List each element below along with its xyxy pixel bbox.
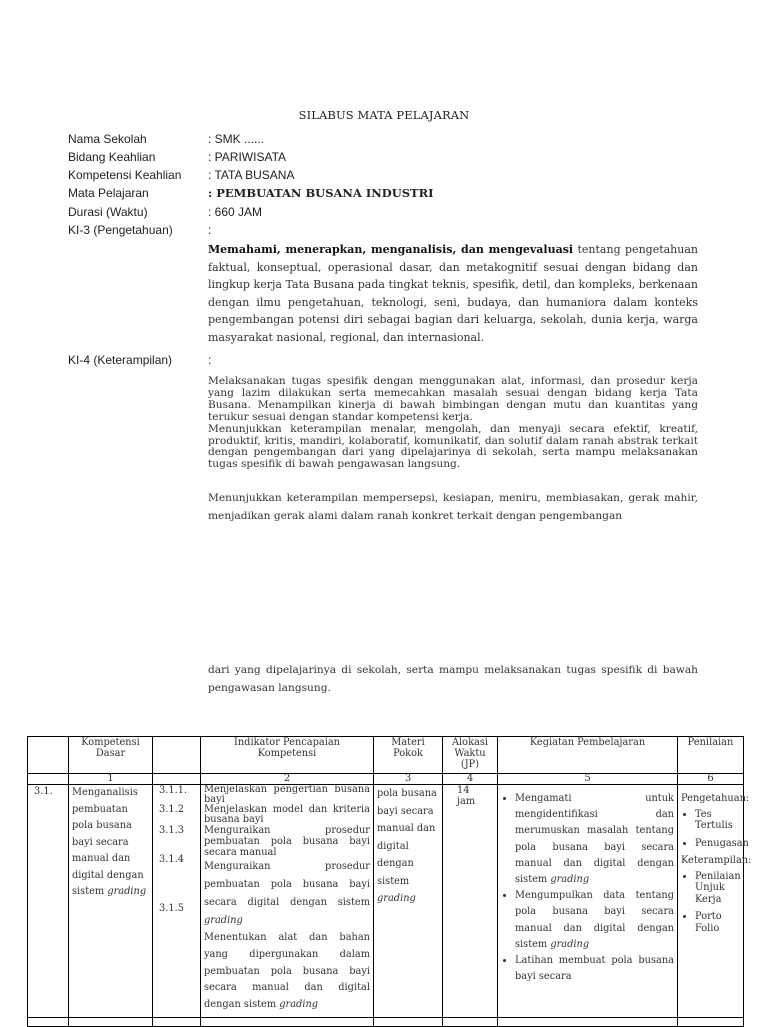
indicator-item bbox=[204, 858, 370, 930]
ki4-paragraph bbox=[208, 376, 698, 471]
header-kegiatan: Kegiatan Pembelajaran bbox=[498, 737, 678, 774]
ki3-bold-lead: Memahami, menerapkan, menganalisis, dan mengevaluasi bbox=[208, 243, 574, 256]
ki4-p1: Melaksanakan tugas spesifik dengan menggunakan alat, informasi, dan prosedur kerja yang lazim dilakukan serta memecahkan masalah sesuai dengan bidang kerja Tata Busana. Menampilkan kinerja di bawah bimbingan dengan mutu dan kuantitas yang terukur sesuai dengan standar kompetensi kerja. bbox=[208, 375, 698, 423]
syllabus-table bbox=[27, 736, 752, 1027]
number-cell: 5 bbox=[498, 774, 678, 785]
ki4-p2: Menunjukkan keterampilan menalar, mengolah, dan menyaji secara efektif, kreatif, produktif, kritis, mandiri, kolaboratif, komunikatif, dan solutif dalam ranah abstrak terkait dengan pengembangan dari yang dipelajarinya di sekolah, serta mampu melaksanakan tugas spesifik di bawah pengawasan langsung. bbox=[208, 422, 698, 471]
indicator-no: 3.1.5 bbox=[159, 903, 184, 914]
stub-cell bbox=[28, 1018, 69, 1027]
indicator-italic: grading bbox=[279, 999, 319, 1011]
indicator-text-cell bbox=[201, 785, 374, 1018]
kegiatan-text: Latihan membuat pola busana bayi secara bbox=[515, 955, 674, 983]
materi-cell bbox=[374, 785, 443, 1018]
header-kompetensi-dasar: Kompetensi Dasar bbox=[69, 737, 153, 774]
label-ki3: KI-3 (Pengetahuan) bbox=[68, 223, 173, 237]
stub-cell bbox=[443, 1018, 498, 1027]
value-mata-pelajaran: : PEMBUATAN BUSANA INDUSTRI bbox=[208, 186, 434, 200]
kegiatan-italic: grading bbox=[550, 874, 590, 886]
header-penilaian: Penilaian bbox=[678, 737, 744, 774]
header-indikator: Indikator Pencapaian Kompetensi bbox=[201, 737, 374, 774]
header-cell bbox=[28, 737, 69, 774]
list-item: • Tes Tertulis bbox=[695, 809, 740, 832]
indicator-text: Menjelaskan model dan kriteria busana bayi bbox=[204, 804, 370, 825]
indicator-no: 3.1.4 bbox=[159, 854, 184, 865]
stub-cell bbox=[678, 1018, 744, 1027]
indicator-text: Menguraikan prosedur pembuatan pola busana bayi secara digital dengan sistem bbox=[204, 861, 370, 908]
number-cell bbox=[153, 774, 201, 785]
list-item: • Penugasan bbox=[695, 838, 740, 850]
page-title: SILABUS MATA PELAJARAN bbox=[298, 108, 470, 122]
value-nama-sekolah: : SMK ...... bbox=[208, 132, 265, 146]
table-header-row bbox=[28, 737, 744, 774]
stub-cell bbox=[374, 1018, 443, 1027]
waktu-text: 14 jam bbox=[457, 785, 476, 807]
label-nama-sekolah: Nama Sekolah bbox=[68, 132, 147, 146]
kegiatan-list bbox=[501, 791, 674, 985]
stub-cell bbox=[201, 1018, 374, 1027]
indicator-italic: grading bbox=[204, 915, 243, 926]
keterampilan-list bbox=[681, 871, 740, 935]
kd-italic: grading bbox=[107, 886, 147, 897]
number-cell: 4 bbox=[443, 774, 498, 785]
ki4-p3: Menunjukkan keterampilan mempersepsi, kesiapan, meniru, membiasakan, gerak mahir, menjadikan gerak alami dalam ranah konkret terkait dengan pengembangan bbox=[208, 492, 698, 522]
stub-cell bbox=[69, 1018, 153, 1027]
value-ki3-colon: : bbox=[208, 223, 212, 237]
header-alokasi-waktu: Alokasi Waktu (JP) bbox=[443, 737, 498, 774]
table-number-row bbox=[28, 774, 744, 785]
penilaian-cell bbox=[678, 785, 752, 1018]
pengetahuan-label: Pengetahuan: bbox=[681, 793, 750, 804]
stub-cell bbox=[498, 1018, 678, 1027]
indicator-text: Menentukan alat dan bahan yang dipergunakan dalam pembuatan pola busana bayi secara manual dan digital dengan sistem bbox=[204, 932, 370, 1011]
ki3-paragraph bbox=[208, 241, 698, 347]
indicator-numbers-cell bbox=[153, 785, 201, 1018]
indicator-item bbox=[204, 930, 370, 1014]
label-mata-pelajaran: Mata Pelajaran bbox=[68, 186, 149, 200]
label-bidang-keahlian: Bidang Keahlian bbox=[68, 150, 156, 164]
indicator-text: Menjelaskan pengertian busana bayi bbox=[204, 784, 370, 805]
number-cell: 2 bbox=[201, 774, 374, 785]
pengetahuan-list bbox=[681, 808, 749, 850]
number-cell: 1 bbox=[69, 774, 153, 785]
stub-cell bbox=[153, 1018, 201, 1027]
indicator-no: 3.1.1. bbox=[159, 785, 188, 796]
indicator-no: 3.1.2 bbox=[159, 804, 184, 815]
kegiatan-cell bbox=[498, 785, 678, 1018]
value-ki4-colon: : bbox=[208, 353, 212, 367]
label-kompetensi-keahlian: Kompetensi Keahlian bbox=[68, 168, 182, 182]
list-item: • Penilaian Unjuk Kerja bbox=[695, 871, 740, 906]
ki3-text: tentang pengetahuan faktual, konseptual, operasional dasar, dan metakognitif sesuai dengan bidang dan lingkup kerja Tata Busana pada tingkat teknis, spesifik, detil, dan kompleks, berkenaan dengan ilmu pengetahuan, teknologi, seni, budaya, dan humaniora dalam konteks pengembangan potensi diri sebagai bagian dari keluarga, sekolah, dunia kerja, warga masyarakat nasional, regional, dan internasional. bbox=[208, 243, 698, 344]
kd-text-cell bbox=[69, 785, 153, 1018]
label-ki4: KI-4 (Keterampilan) bbox=[68, 353, 173, 367]
ki4-p4: dari yang dipelajarinya di sekolah, serta mampu melaksanakan tugas spesifik di bawah pengawasan langsung. bbox=[208, 664, 698, 694]
list-item bbox=[515, 791, 674, 888]
number-cell: 6 bbox=[678, 774, 744, 785]
value-bidang-keahlian: : PARIWISATA bbox=[208, 150, 287, 164]
keterampilan-label: Keterampilan: bbox=[681, 855, 752, 866]
indicator-text: Menguraikan prosedur pembuatan pola busana bayi secara manual bbox=[204, 825, 370, 858]
header-materi-pokok: Materi Pokok bbox=[374, 737, 443, 774]
kegiatan-italic: grading bbox=[550, 938, 590, 950]
value-kompetensi-keahlian: : TATA BUSANA bbox=[208, 168, 295, 182]
indicator-no: 3.1.3 bbox=[159, 825, 184, 836]
list-item bbox=[515, 953, 674, 985]
table-row bbox=[28, 785, 744, 1018]
kegiatan-text: Mengumpulkan data tentang pola busana bayi secara manual dan digital dengan sistem bbox=[515, 890, 674, 950]
number-cell: 3 bbox=[374, 774, 443, 785]
label-durasi: Durasi (Waktu) bbox=[68, 205, 148, 219]
list-item: • Porto Folio bbox=[695, 911, 740, 934]
number-cell bbox=[28, 774, 69, 785]
list-item bbox=[515, 888, 674, 953]
table-row-next bbox=[28, 1018, 744, 1027]
materi-italic: grading bbox=[377, 893, 416, 904]
materi-text: pola busana bayi secara manual dan digital dengan sistem bbox=[377, 788, 437, 887]
header-cell bbox=[153, 737, 201, 774]
waktu-cell bbox=[443, 785, 498, 1018]
kd-text: Menganalisis pembuatan pola busana bayi secara manual dan digital dengan sistem bbox=[72, 787, 144, 897]
kd-number: 3.1. bbox=[28, 785, 69, 1018]
kegiatan-text: Mengamati untuk mengidentifikasi dan merumuskan masalah tentang pola busana bayi secara manual dan digital dengan sistem bbox=[515, 793, 674, 886]
value-durasi: : 660 JAM bbox=[208, 205, 263, 219]
